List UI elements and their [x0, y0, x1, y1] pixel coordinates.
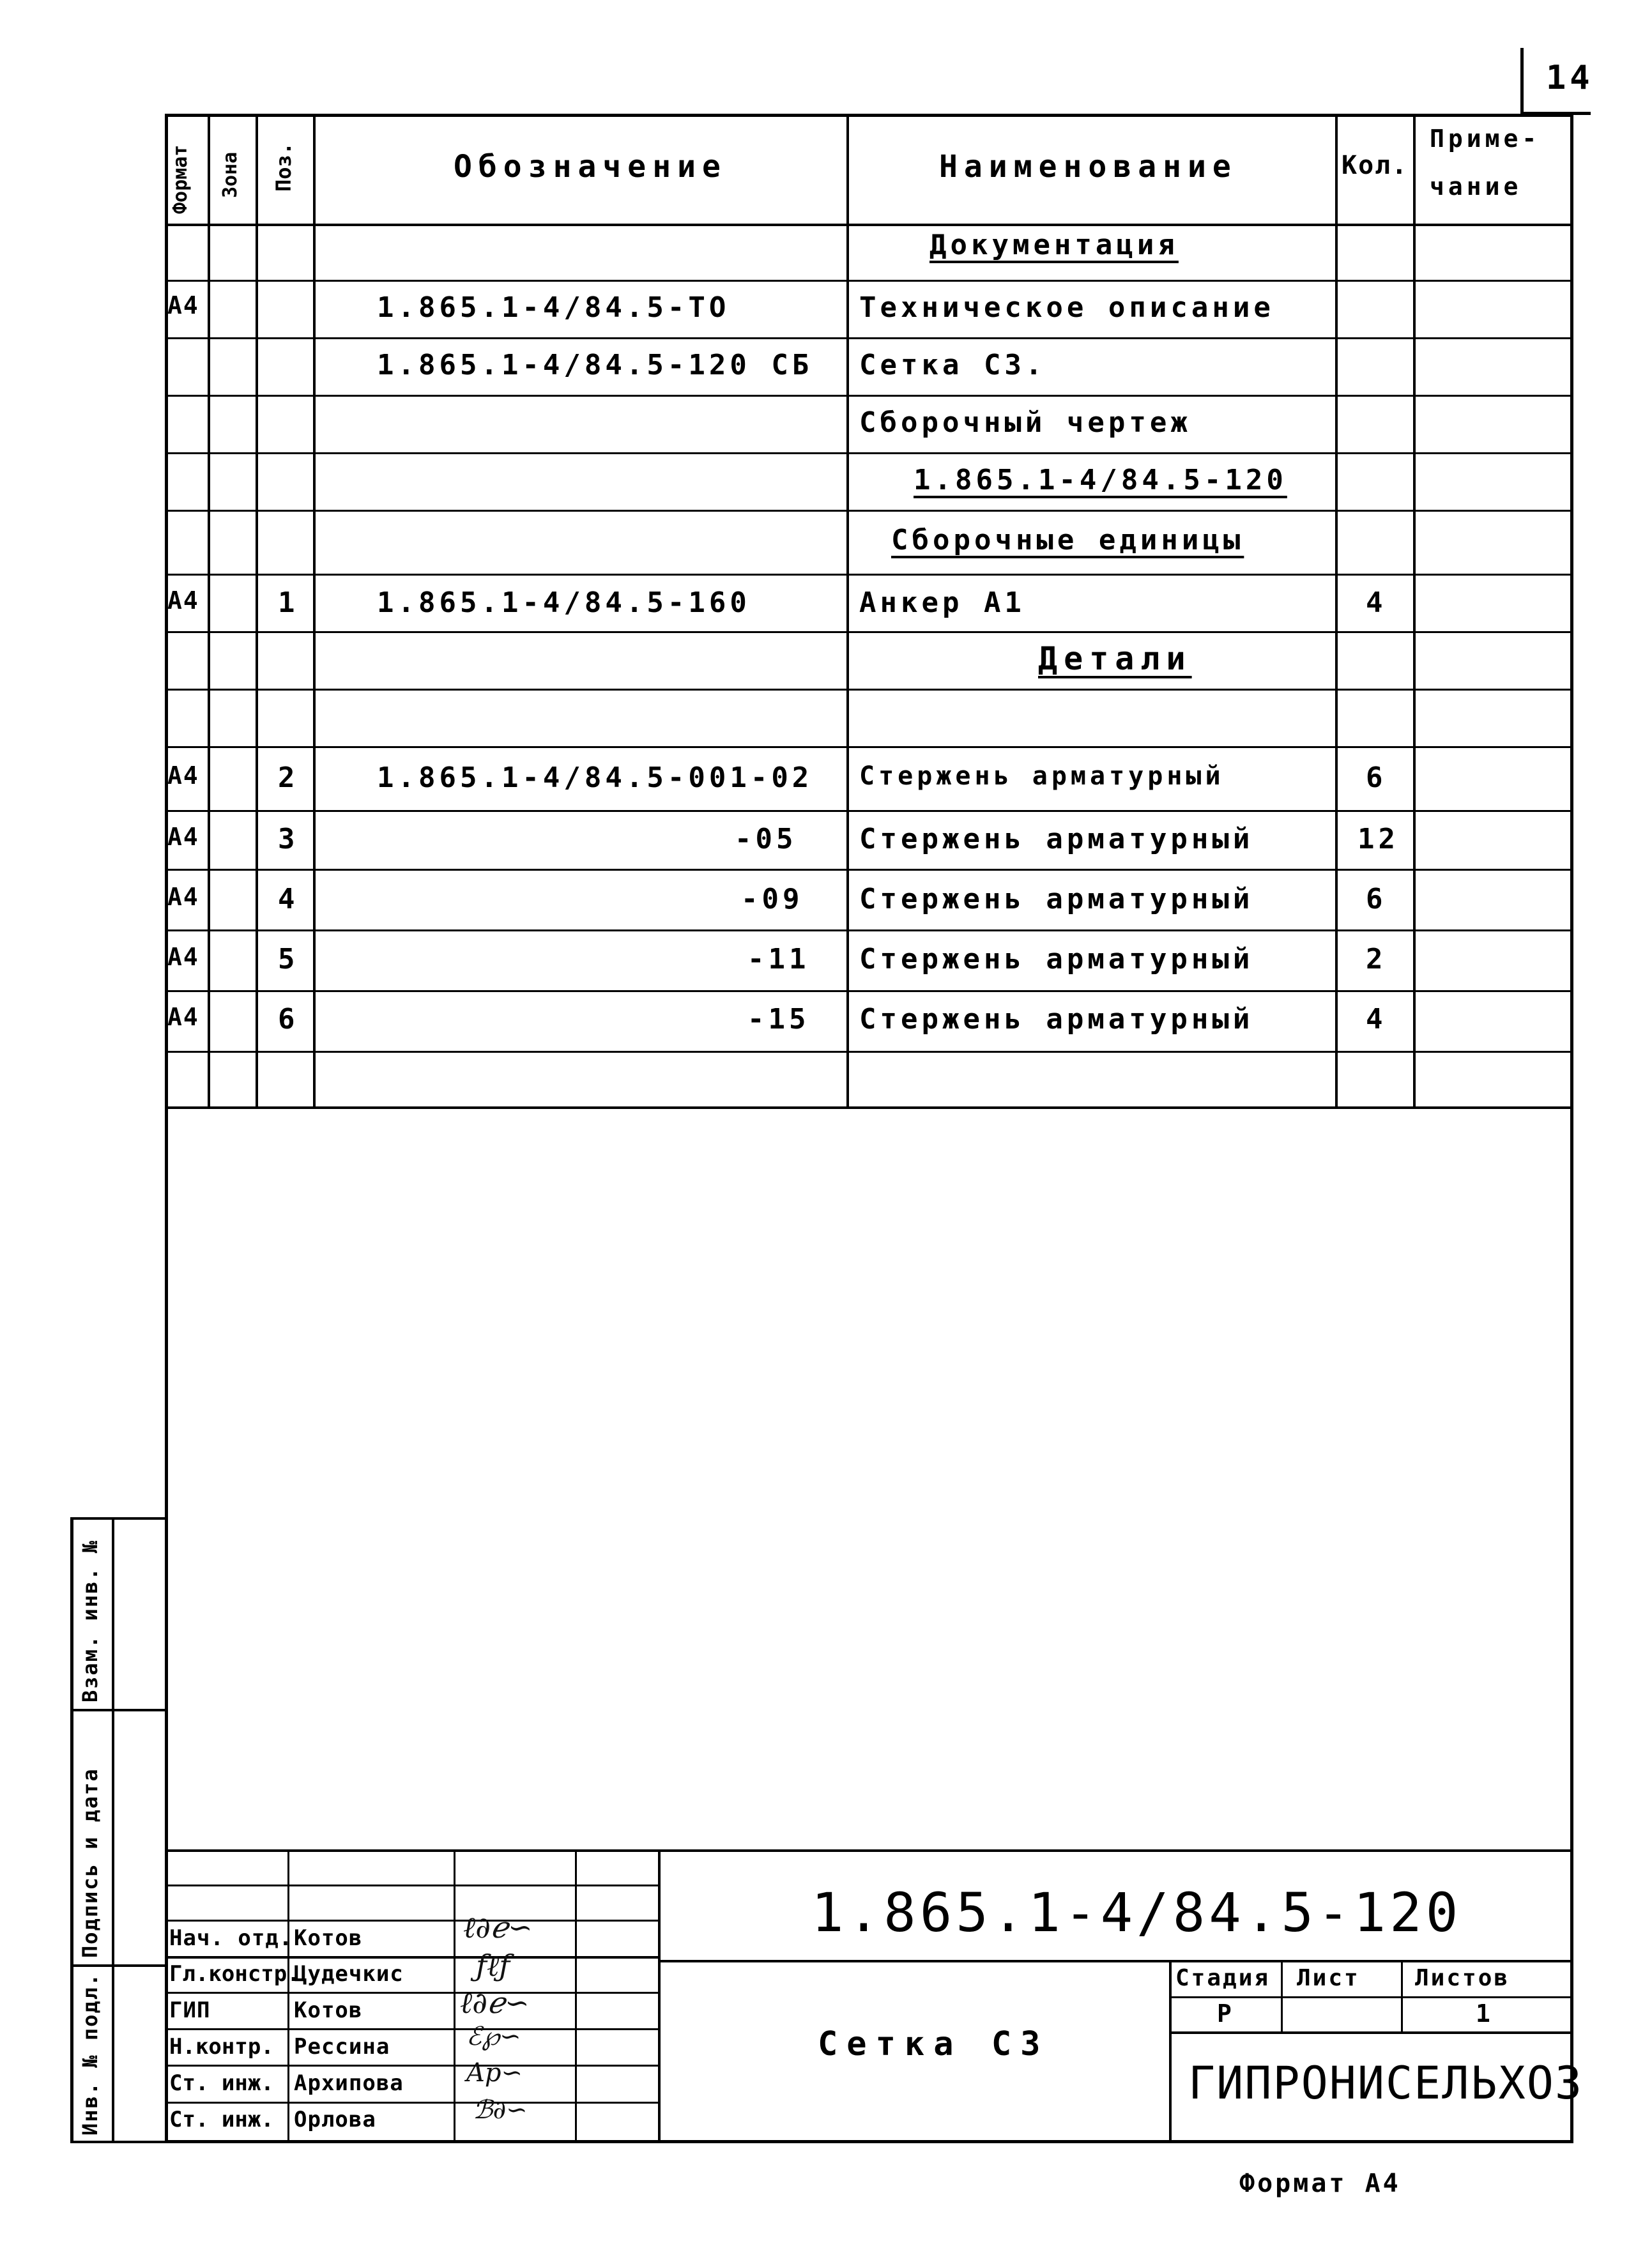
row-format: А4 — [167, 943, 199, 971]
section-assembly-units: Сборочные единицы — [891, 524, 1244, 556]
header-pos: Поз. — [272, 142, 296, 192]
row-line — [165, 631, 1573, 633]
organization-name: ГИПРОНИСЕЛЬХОЗ — [1188, 2057, 1584, 2109]
title-code-bottom — [658, 1960, 1573, 1962]
row-pos: 1 — [278, 586, 299, 619]
col-line-pos — [313, 114, 316, 1108]
signer-name: Архипова — [294, 2070, 404, 2096]
row-name: Стержень арматурный — [859, 883, 1254, 915]
row-name: Техническое описание — [859, 291, 1274, 324]
row-name: Сборочный чертеж — [859, 406, 1191, 439]
stage-value-line — [1169, 2031, 1573, 2034]
col-line-qty — [1413, 114, 1416, 1108]
signature-mark: ℓ∂ℯ∽ — [463, 1910, 533, 1945]
row-designation: -09 — [741, 883, 804, 915]
side-stamp — [70, 1517, 166, 2143]
row-designation: 1.865.1-4/84.5-001-02 — [377, 761, 813, 794]
signer-role: Нач. отд. — [169, 1925, 293, 1951]
row-qty: 2 — [1366, 943, 1387, 975]
row-qty: 4 — [1366, 1003, 1387, 1036]
signers-row — [165, 1920, 658, 1922]
row-designation: -15 — [747, 1003, 810, 1036]
signer-name: Цудечкис — [294, 1961, 404, 1987]
row-format: А4 — [167, 586, 199, 615]
title-name-right — [1169, 1960, 1172, 2143]
stage-header-line — [1169, 1996, 1573, 1998]
signers-row — [165, 2065, 658, 2067]
signer-role: ГИП — [169, 1998, 211, 2023]
frame-right — [1570, 114, 1573, 2143]
row-line — [165, 689, 1573, 691]
signers-col — [454, 1849, 455, 2143]
row-name: Стержень арматурный — [859, 761, 1225, 791]
format-label: Формат А4 — [1239, 2169, 1401, 2198]
stage-label: Стадия — [1175, 1965, 1271, 1991]
frame-bottom — [165, 2140, 1573, 2143]
row-name: Анкер А1 — [859, 586, 1025, 619]
row-line — [165, 869, 1573, 871]
stage-divider — [1281, 1960, 1283, 2033]
signer-role: Ст. инж. — [169, 2070, 274, 2096]
stage-value: Р — [1217, 1999, 1235, 2028]
col-line-zone — [256, 114, 258, 1108]
vzam-inv-label: Взам. инв. № — [78, 1539, 102, 1702]
signers-row — [165, 1992, 658, 1994]
signature-mark: Ap∽ — [466, 2058, 523, 2088]
signers-row — [165, 2028, 658, 2030]
row-line — [165, 452, 1573, 454]
row-line — [165, 746, 1573, 748]
col-line-name — [1335, 114, 1338, 1108]
row-designation: -05 — [735, 823, 797, 855]
header-qty: Кол. — [1342, 151, 1409, 180]
row-line — [165, 810, 1573, 812]
signer-role: Ст. инж. — [169, 2107, 274, 2132]
row-line — [165, 510, 1573, 512]
header-note-line1: Приме- — [1430, 125, 1541, 153]
signer-name: Рессина — [294, 2034, 390, 2060]
signer-name: Котов — [294, 1925, 363, 1951]
signers-row — [165, 1956, 658, 1959]
sheets-value: 1 — [1476, 1999, 1494, 2028]
row-line — [165, 574, 1573, 576]
signature-date-label: Подпись и дата — [78, 1768, 102, 1958]
header-note-line2: чание — [1430, 172, 1522, 201]
row-line — [165, 929, 1573, 931]
table-bottom — [165, 1106, 1573, 1109]
signers-col — [575, 1849, 577, 2143]
row-pos: 6 — [278, 1003, 299, 1036]
sheet-label: Лист — [1297, 1965, 1360, 1991]
row-designation: -11 — [747, 943, 810, 975]
row-designation: 1.865.1-4/84.5-120 СБ — [377, 349, 813, 381]
row-format: А4 — [167, 883, 199, 911]
section-documentation: Документация — [929, 229, 1179, 261]
row-line — [165, 990, 1573, 992]
row-designation: 1.865.1-4/84.5-ТО — [377, 291, 730, 324]
row-pos: 4 — [278, 883, 299, 915]
row-format: А4 — [167, 823, 199, 851]
row-qty: 6 — [1366, 761, 1387, 794]
row-pos: 3 — [278, 823, 299, 855]
signer-name: Орлова — [294, 2107, 376, 2132]
header-separator — [165, 224, 1573, 226]
signer-role: Гл.констр. — [169, 1961, 300, 1987]
sheets-label: Листов — [1415, 1965, 1510, 1991]
row-pos: 5 — [278, 943, 299, 975]
row-qty: 4 — [1366, 586, 1387, 619]
row-name: Стержень арматурный — [859, 823, 1254, 855]
row-name: Стержень арматурный — [859, 943, 1254, 975]
row-pos: 2 — [278, 761, 299, 794]
row-line — [165, 1051, 1573, 1053]
signers-row — [165, 1885, 658, 1886]
signer-name: Котов — [294, 1998, 363, 2023]
col-line-designation — [846, 114, 849, 1108]
row-qty: 12 — [1358, 823, 1399, 855]
row-name: Стержень арматурный — [859, 1003, 1254, 1036]
signature-mark: ℓ∂ℯ∽ — [460, 1985, 530, 2020]
header-format: Формат — [169, 144, 192, 214]
row-line — [165, 337, 1573, 339]
header-name: Наименование — [939, 149, 1237, 185]
signer-role: Н.контр. — [169, 2034, 274, 2060]
header-designation: Обозначение — [454, 149, 727, 185]
row-format: А4 — [167, 1003, 199, 1031]
signature-mark: ℰ℘∽ — [466, 2022, 521, 2051]
page-number-border — [1520, 48, 1524, 115]
col-line-format — [208, 114, 210, 1108]
sheet-divider — [1401, 1960, 1403, 2033]
row-line — [165, 280, 1573, 282]
header-zone: Зона — [219, 151, 241, 198]
section-details: Детали — [1038, 640, 1192, 677]
signature-mark: ƒℓƒ — [476, 1948, 510, 1983]
inv-orig-label: Инв. № подл. — [78, 1972, 102, 2136]
signers-col — [287, 1849, 289, 2143]
row-designation: 1.865.1-4/84.5-160 — [377, 586, 751, 619]
document-code: 1.865.1-4/84.5-120 — [811, 1881, 1462, 1944]
frame-top — [165, 114, 1573, 117]
signature-mark: ℬ∂∽ — [473, 2095, 528, 2125]
row-name: Сетка С3. — [859, 349, 1046, 381]
page-number: 14 — [1546, 59, 1594, 97]
row-format: А4 — [167, 761, 199, 790]
signers-row — [165, 2102, 658, 2104]
row-qty: 6 — [1366, 883, 1387, 915]
row-line — [165, 395, 1573, 397]
row-format: А4 — [167, 291, 199, 319]
title-block-split — [658, 1849, 661, 2143]
document-title: Сетка С3 — [818, 2025, 1050, 2063]
row-name: 1.865.1-4/84.5-120 — [914, 464, 1287, 496]
title-block-top — [165, 1849, 1573, 1852]
